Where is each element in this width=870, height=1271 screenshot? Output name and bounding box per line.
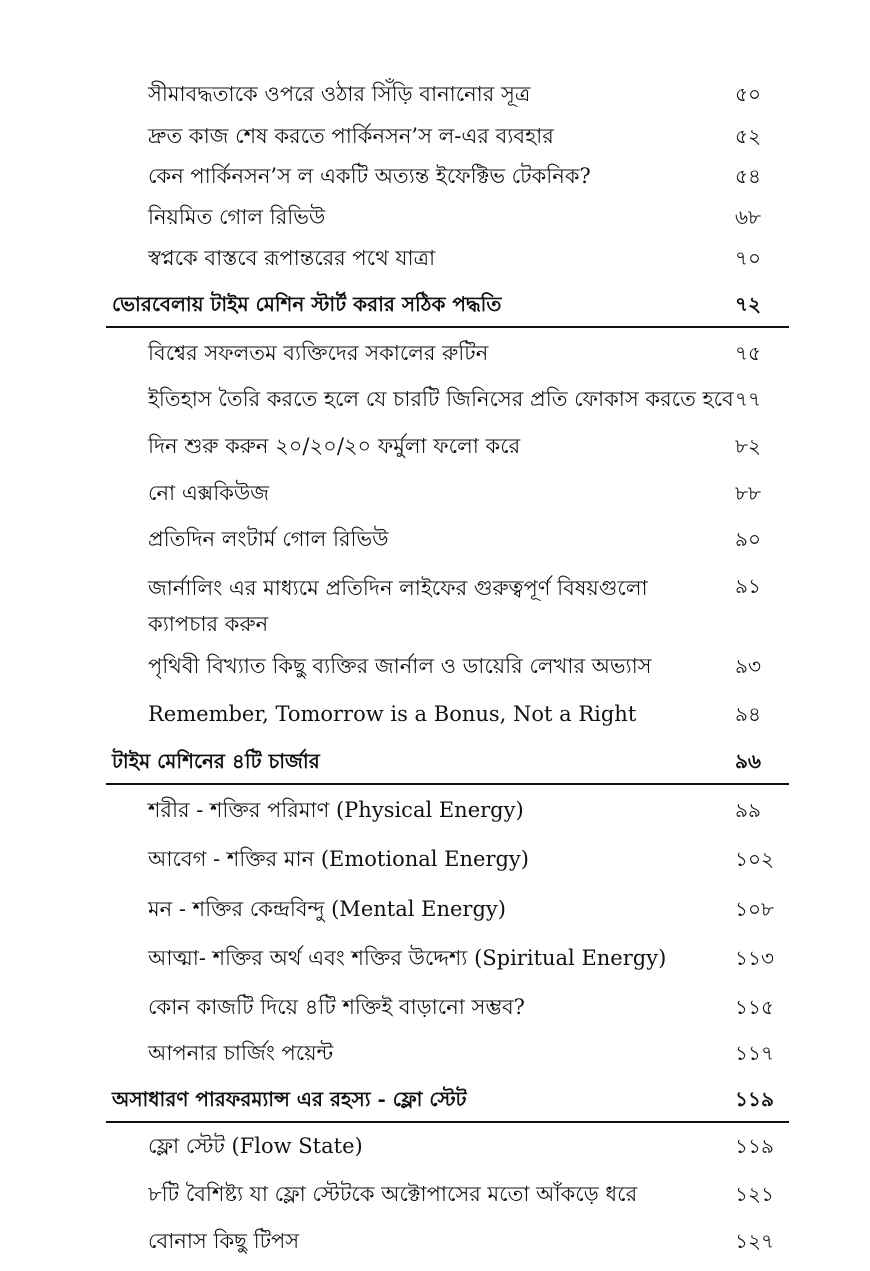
page-number: ৬৮: [735, 205, 761, 229]
entry-title: Remember, Tomorrow is a Bonus, Not a Right: [148, 702, 637, 726]
entry-title: ইতিহাস তৈরি করতে হলে যে চারটি জিনিসের প্রতি ফোকাস করতে হবে: [148, 387, 734, 411]
page-number: ১০২: [735, 847, 774, 871]
page-number: ১২১: [735, 1182, 774, 1206]
page-number: ৭৭: [735, 387, 762, 411]
entry-title: সীমাবদ্ধতাকে ওপরে ওঠার সিঁড়ি বানানোর সূত্র: [148, 82, 531, 106]
entry-title: দ্রুত কাজ শেষ করতে পার্কিনসন’স ল-এর ব্যবহার: [148, 124, 554, 148]
entry-title: নিয়মিত গোল রিভিউ: [148, 205, 326, 229]
page-number: ৯৬: [735, 749, 761, 773]
entry-title: পৃথিবী বিখ্যাত কিছু ব্যক্তির জার্নাল ও ডায়েরি লেখার অভ্যাস: [148, 654, 652, 678]
section-divider: [106, 1121, 789, 1123]
page-number: ৮২: [735, 434, 761, 458]
page-number: ৭৫: [735, 341, 761, 365]
page-number: ৯৪: [735, 702, 761, 726]
entry-title: শরীর - শক্তির পরিমাণ (Physical Energy): [148, 798, 524, 822]
section-title: অসাধারণ পারফরম্যান্স এর রহস্য - ফ্লো স্টেট: [112, 1087, 467, 1111]
entry-title: বিশ্বের সফলতম ব্যক্তিদের সকালের রুটিন: [148, 341, 489, 365]
section-title: টাইম মেশিনের ৪টি চার্জার: [112, 749, 320, 773]
page-number: ৯০: [735, 527, 761, 551]
entry-title: স্বপ্নকে বাস্তবে রূপান্তরের পথে যাত্রা: [148, 246, 436, 270]
page-number: ১১৯: [735, 1087, 774, 1111]
entry-title: জার্নালিং এর মাধ্যমে প্রতিদিন লাইফের গুরুত্বপূর্ণ বিষয়গুলো ক্যাপচার করুন: [148, 576, 648, 636]
entry-title: নো এক্সকিউজ: [148, 481, 270, 505]
entry-title: আবেগ - শক্তির মান (Emotional Energy): [148, 847, 529, 871]
page-number: ১১৫: [735, 995, 774, 1019]
page-number: ৭০: [735, 246, 762, 270]
entry-title: কোন কাজটি দিয়ে ৪টি শক্তিই বাড়ানো সম্ভব?: [148, 995, 525, 1019]
section-divider: [106, 783, 789, 785]
entry-title: ফ্লো স্টেট (Flow State): [148, 1134, 363, 1158]
entry-title: আপনার চার্জিং পয়েন্ট: [148, 1041, 334, 1065]
page-number: ৫৪: [735, 164, 761, 188]
entry-title: কেন পার্কিনসন’স ল একটি অত্যন্ত ইফেক্টিভ টেকনিক?: [148, 164, 591, 188]
entry-title: বোনাস কিছু টিপস: [148, 1229, 300, 1253]
page-number: ৯৯: [735, 798, 761, 822]
page-number: ৯১: [735, 574, 761, 598]
entry-title: আত্মা- শক্তির অর্থ এবং শক্তির উদ্দেশ্য (Spiritual Energy): [148, 946, 667, 970]
page-number: ৭২: [735, 292, 762, 316]
entry-title: মন - শক্তির কেন্দ্রবিন্দু (Mental Energy): [148, 897, 506, 921]
entry-title: দিন শুরু করুন ২০/২০/২০ ফর্মুলা ফলো করে: [148, 434, 521, 458]
page-number: ১১৩: [735, 946, 774, 970]
entry-title: ৮টি বৈশিষ্ট্য যা ফ্লো স্টেটকে অক্টোপাসের মতো আঁকড়ে ধরে: [148, 1182, 638, 1206]
page-number: ৯৩: [735, 654, 761, 678]
entry-title: প্রতিদিন লংটার্ম গোল রিভিউ: [148, 527, 389, 551]
page-number: ৮৮: [735, 481, 761, 505]
section-title: ভোরবেলায় টাইম মেশিন স্টার্ট করার সঠিক পদ্ধতি: [112, 292, 502, 316]
page-number: ১০৮: [735, 897, 774, 921]
section-divider: [106, 326, 789, 328]
page-number: ৫০: [735, 82, 761, 106]
page-number: ১১৯: [735, 1134, 774, 1158]
page-number: ১১৭: [735, 1041, 774, 1065]
page-number: ৫২: [735, 124, 761, 148]
page-number: ১২৭: [735, 1229, 774, 1253]
